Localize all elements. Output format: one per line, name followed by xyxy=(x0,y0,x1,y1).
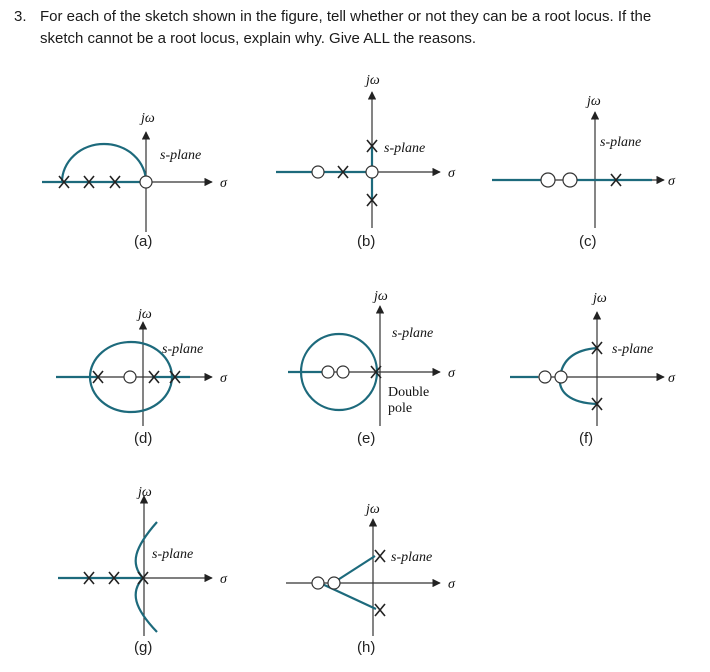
zero-marker xyxy=(337,366,349,378)
sketch-h xyxy=(286,502,456,656)
jw-label: jω xyxy=(374,289,388,304)
sketch-g xyxy=(58,485,228,656)
zero-marker xyxy=(563,173,577,187)
jw-label: jω xyxy=(593,291,607,306)
double-pole-annotation: Double xyxy=(388,385,430,400)
sketch-d xyxy=(56,307,228,447)
locus-branch xyxy=(136,578,157,632)
sketch-a xyxy=(42,111,228,250)
sketch-caption: (a) xyxy=(134,233,153,250)
sigma-label: σ xyxy=(448,577,455,592)
jw-label: jω xyxy=(587,94,601,109)
sigma-label: σ xyxy=(668,371,675,386)
sketch-c xyxy=(492,94,676,250)
sketch-caption: (f) xyxy=(579,430,594,447)
plane-label: s-plane xyxy=(600,135,642,150)
jw-label: jω xyxy=(141,111,155,126)
sketch-caption: (b) xyxy=(357,233,376,250)
sigma-label: σ xyxy=(220,176,227,191)
plane-label: s-plane xyxy=(391,550,433,565)
sketch-b xyxy=(276,73,456,250)
pole-marker xyxy=(375,550,385,562)
question-text: For each of the sketch shown in the figure, tell whether or not they can be a root locus. If the sketch cannot be a root locus, explain why. Give ALL the reasons. xyxy=(40,8,652,47)
zero-marker xyxy=(328,577,340,589)
sigma-label: σ xyxy=(668,174,675,189)
zero-marker xyxy=(322,366,334,378)
plane-label: s-plane xyxy=(612,342,654,357)
plane-label: s-plane xyxy=(152,547,194,562)
sigma-label: σ xyxy=(220,572,227,587)
zero-marker xyxy=(555,371,567,383)
sketch-caption: (e) xyxy=(357,430,376,447)
jw-label: jω xyxy=(366,73,380,88)
question-number: 3. xyxy=(14,8,27,25)
zero-marker xyxy=(312,166,324,178)
locus-arc xyxy=(62,144,146,182)
zero-marker xyxy=(539,371,551,383)
jw-label: jω xyxy=(138,485,152,500)
plane-label: s-plane xyxy=(384,141,426,156)
locus-branch xyxy=(320,583,376,609)
pole-marker xyxy=(375,604,385,616)
plane-label: s-plane xyxy=(392,326,434,341)
plane-label: s-plane xyxy=(162,342,204,357)
plane-label: s-plane xyxy=(160,148,202,163)
zero-marker xyxy=(541,173,555,187)
jw-label: jω xyxy=(138,307,152,322)
sigma-label: σ xyxy=(448,166,455,181)
sketch-caption: (c) xyxy=(579,233,597,250)
sigma-label: σ xyxy=(448,366,455,381)
zero-marker xyxy=(366,166,378,178)
sigma-label: σ xyxy=(220,371,227,386)
sketch-caption: (g) xyxy=(134,639,153,656)
zero-marker xyxy=(140,176,152,188)
double-pole-annotation: pole xyxy=(388,401,413,416)
zero-marker xyxy=(124,371,136,383)
sketch-e xyxy=(288,289,456,447)
sketch-f xyxy=(510,291,676,447)
zero-marker xyxy=(312,577,324,589)
sketch-caption: (h) xyxy=(357,639,376,656)
sketch-caption: (d) xyxy=(134,430,153,447)
jw-label: jω xyxy=(366,502,380,517)
locus-branch xyxy=(333,556,375,583)
